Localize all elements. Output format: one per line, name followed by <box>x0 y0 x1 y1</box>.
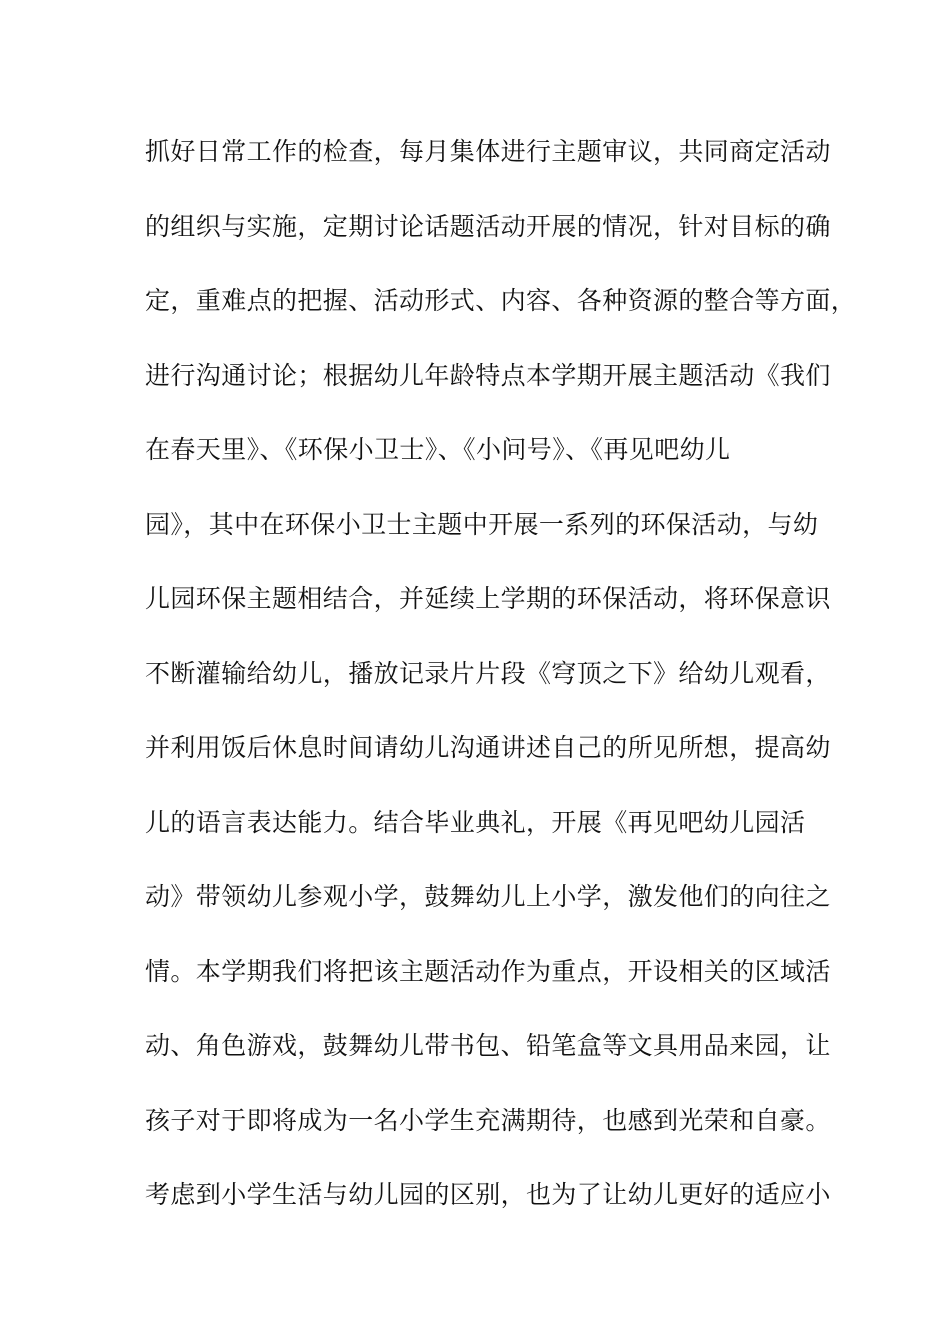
text-line-6: 园》，其中在环保小卫士主题中开展一系列的环保活动，与幼 <box>145 509 819 539</box>
text-line-3: 定，重难点的把握、活动形式、内容、各种资源的整合等方面， <box>145 286 857 315</box>
text-line-12: 情。本学期我们将把该主题活动作为重点，开设相关的区域活 <box>145 956 831 986</box>
text-line-2: 的组织与实施，定期讨论话题活动开展的情况，针对目标的确 <box>145 211 831 241</box>
text-line-5: 在春天里》、《环保小卫士》、《小问号》、《再见吧幼儿 <box>145 435 731 464</box>
text-line-4: 进行沟通讨论；根据幼儿年龄特点本学期开展主题活动《我们 <box>145 360 831 390</box>
text-line-8: 不断灌输给幼儿，播放记录片片段《穹顶之下》给幼儿观看， <box>145 658 831 688</box>
text-line-15: 考虑到小学生活与幼儿园的区别，也为了让幼儿更好的适应小 <box>145 1180 831 1209</box>
body-paragraph <box>145 128 857 1246</box>
text-line-10: 儿的语言表达能力。结合毕业典礼，开展《再见吧幼儿园活 <box>145 807 806 837</box>
text-line-9: 并利用饭后休息时间请幼儿沟通讲述自己的所见所想，提高幼 <box>145 733 831 762</box>
text-line-7: 儿园环保主题相结合，并延续上学期的环保活动，将环保意识 <box>145 584 831 613</box>
text-line-1: 抓好日常工作的检查，每月集体进行主题审议，共同商定活动 <box>145 137 831 166</box>
text-line-14: 孩子对于即将成为一名小学生充满期待，也感到光荣和自豪。 <box>145 1105 831 1135</box>
text-line-13: 动、角色游戏，鼓舞幼儿带书包、铅笔盒等文具用品来园，让 <box>145 1031 831 1060</box>
text-line-11: 动》带领幼儿参观小学，鼓舞幼儿上小学，激发他们的向往之 <box>145 882 831 911</box>
